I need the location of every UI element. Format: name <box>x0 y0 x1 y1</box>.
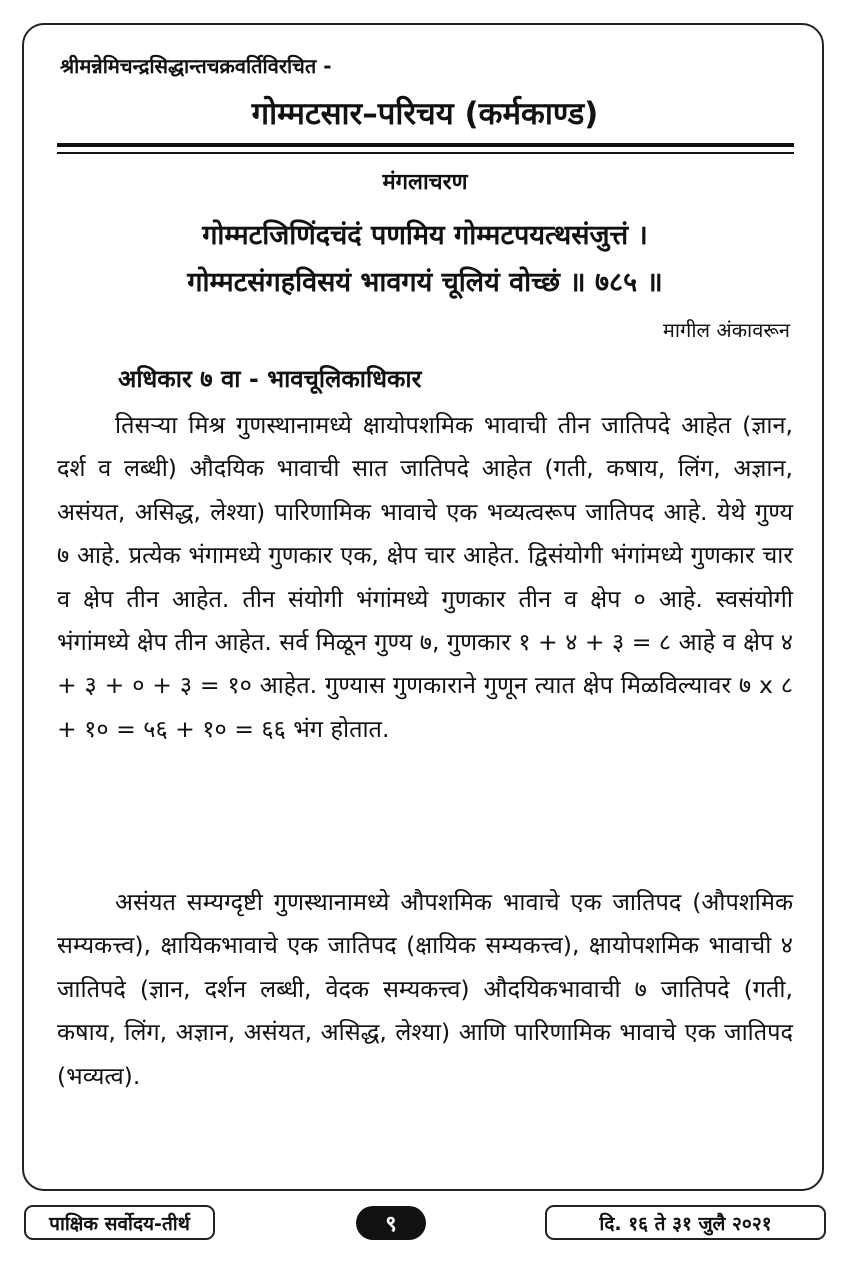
footer-date: दि. १६ ते ३१ जुलै २०२१ <box>545 1205 826 1240</box>
verse-line-1: गोम्मटजिणिंदचंदं पणमिय गोम्मटपयत्थसंजुत्तं । <box>202 220 648 251</box>
continued-note: मागील अंकावरून <box>662 318 790 342</box>
footer-publication: पाक्षिक सर्वोदय-तीर्थ <box>24 1205 215 1240</box>
page-title: गोम्मटसार–परिचय (कर्मकाण्ड) <box>251 96 599 132</box>
body-paragraph-1: तिसऱ्या मिश्र गुणस्थानामध्ये क्षायोपशमिक भावाची तीन जातिपदे आहेत (ज्ञान, दर्श व लब्धी) औदयिक भावाची सात जातिपदे आहेत (गती, कषाय, लिंग, अज्ञान, असंयत, असिद्ध, लेश्या) पारिणामिक भावाचे एक भव्यत्वरूप जातिपद आहे. येथे गुण्य ७ आहे. प्रत्येक भंगामध्ये गुणकार एक, क्षेप चार आहेत. द्विसंयोगी भंगांमध्ये गुणकार चार व क्षेप तीन आहेत. तीन संयोगी भंगांमध्ये गुणकार तीन व क्षेप ० आहे. स्वसंयोगी भंगांमध्ये क्षेप तीन आहेत. सर्व मिळून गुण्य ७, गुणकार १ + ४ + ३ = ८ आहे व क्षेप ४ + ३ + ० + ३ = १० आहेत. गुण्यास गुणकाराने गुणून त्यात क्षेप मिळविल्यावर ७ x ८ + १० = ५६ + १० = ६६ भंग होतात. <box>57 411 793 743</box>
verse-line-2: गोम्मटसंगहविसयं भावगयं चूलियं वोच्छं ॥ ७८५ ॥ <box>187 267 663 298</box>
title-divider-thick <box>57 143 794 147</box>
author-line: श्रीमन्नेमिचन्द्रसिद्धान्तचक्रवर्तिविरचित - <box>60 54 332 78</box>
title-divider-thin <box>57 152 794 154</box>
body-paragraph-2: असंयत सम्यग्दृष्टी गुणस्थानामध्ये औपशमिक भावाचे एक जातिपद (औपशमिक सम्यकत्त्व), क्षायिकभावाचे एक जातिपद (क्षायिक सम्यकत्त्व), क्षायोपशमिक भावाची ४ जातिपदे (ज्ञान, दर्शन लब्धी, वेदक सम्यकत्त्व) औदयिकभावाची ७ जातिपदे (गती, कषाय, लिंग, अज्ञान, असंयत, असिद्ध, लेश्या) आणि पारिणामिक भावाचे एक जातिपद (भव्यत्व). <box>57 888 793 1090</box>
section-title: मंगलाचरण <box>382 170 468 195</box>
chapter-heading: अधिकार ७ वा - भावचूलिकाधिकार <box>118 365 422 393</box>
footer-page-number: ९ <box>356 1206 426 1240</box>
